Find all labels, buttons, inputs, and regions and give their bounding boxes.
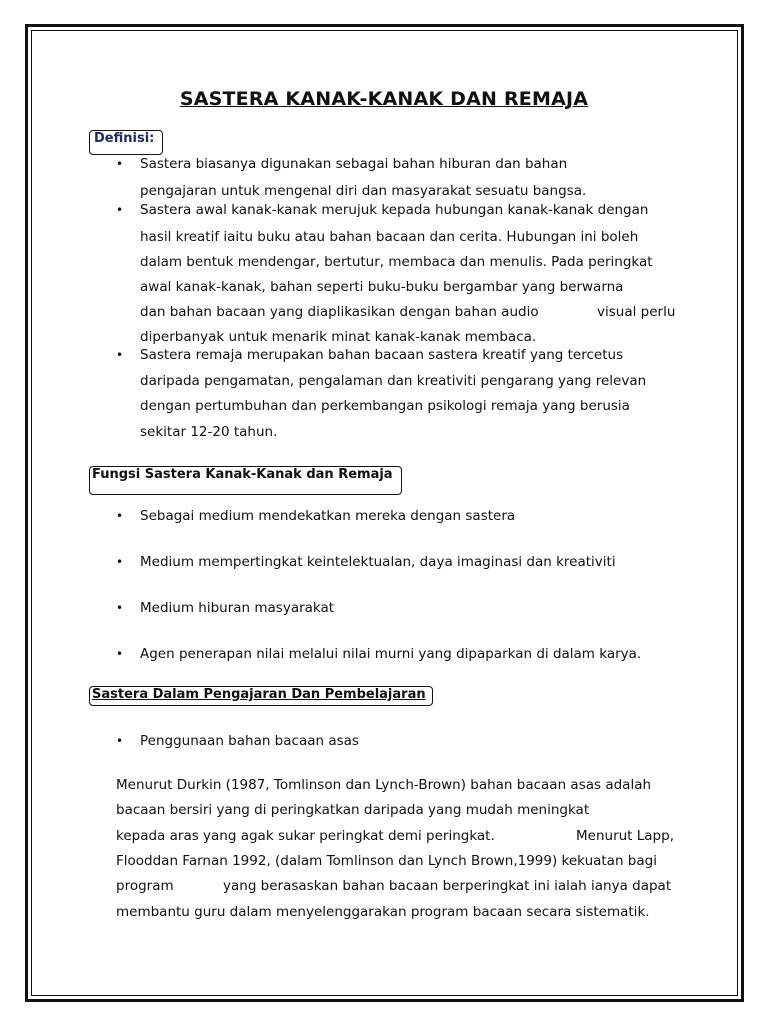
definisi-heading: Definisi: bbox=[89, 130, 163, 155]
pengajaran-para-line-1: Menurut Durkin (1987, Tomlinson dan Lynch-Brown) bahan bacaan asas adalah bbox=[116, 777, 652, 793]
definisi-item-3-line-2: daripada pengamatan, pengalaman dan kreativiti pengarang yang relevan bbox=[140, 373, 647, 389]
definisi-item-2-line-5b: visual perlu bbox=[597, 304, 676, 320]
definisi-item-2-line-2: hasil kreatif iaitu buku atau bahan bacaan dan cerita. Hubungan ini boleh bbox=[140, 229, 639, 245]
pengajaran-para-line-6: membantu guru dalam menyelenggarakan program bacaan secara sistematik. bbox=[116, 904, 650, 920]
definisi-item-2-line-4: awal kanak-kanak, bahan seperti buku-buku bergambar yang berwarna bbox=[140, 279, 624, 295]
bullet-icon: • bbox=[116, 647, 124, 661]
fungsi-item-2: Medium mempertingkat keintelektualan, daya imaginasi dan kreativiti bbox=[140, 554, 616, 570]
fungsi-item-1: Sebagai medium mendekatkan mereka dengan sastera bbox=[140, 508, 516, 524]
page-title: SASTERA KANAK-KANAK DAN REMAJA bbox=[179, 88, 589, 110]
fungsi-heading: Fungsi Sastera Kanak-Kanak dan Remaja bbox=[89, 466, 402, 495]
bullet-icon: • bbox=[116, 348, 124, 362]
definisi-item-2-line-1: Sastera awal kanak-kanak merujuk kepada hubungan kanak-kanak dengan bbox=[140, 202, 649, 218]
pengajaran-para-line-4: Flooddan Farnan 1992, (dalam Tomlinson dan Lynch Brown,1999) kekuatan bagi bbox=[116, 853, 657, 869]
bullet-icon: • bbox=[116, 734, 124, 748]
pengajaran-heading: Sastera Dalam Pengajaran Dan Pembelajaran bbox=[89, 686, 433, 706]
pengajaran-para-line-5b: yang berasaskan bahan bacaan berperingkat ini ialah ianya dapat bbox=[223, 878, 672, 894]
bullet-icon: • bbox=[116, 555, 124, 569]
definisi-item-2-line-6: diperbanyak untuk menarik minat kanak-kanak membaca. bbox=[140, 329, 537, 345]
definisi-item-3-line-4: sekitar 12-20 tahun. bbox=[140, 424, 278, 440]
fungsi-item-3: Medium hiburan masyarakat bbox=[140, 600, 335, 616]
bullet-icon: • bbox=[116, 157, 124, 171]
definisi-item-2-line-5: dan bahan bacaan yang diaplikasikan dengan bahan audio bbox=[140, 304, 539, 320]
pengajaran-para-line-2: bacaan bersiri yang di peringkatkan daripada yang mudah meningkat bbox=[116, 802, 590, 818]
definisi-item-2-line-3: dalam bentuk mendengar, bertutur, membaca dan menulis. Pada peringkat bbox=[140, 254, 653, 270]
pengajaran-bullet: Penggunaan bahan bacaan asas bbox=[140, 733, 359, 749]
definisi-item-3-line-1: Sastera remaja merupakan bahan bacaan sastera kreatif yang tercetus bbox=[140, 347, 624, 363]
bullet-icon: • bbox=[116, 203, 124, 217]
pengajaran-para-line-3b: Menurut Lapp, bbox=[576, 828, 674, 844]
pengajaran-para-line-5a: program bbox=[116, 878, 174, 894]
definisi-item-1-line-1: Sastera biasanya digunakan sebagai bahan hiburan dan bahan bbox=[140, 156, 568, 172]
definisi-item-3-line-3: dengan pertumbuhan dan perkembangan psikologi remaja yang berusia bbox=[140, 398, 630, 414]
bullet-icon: • bbox=[116, 509, 124, 523]
definisi-item-1-line-2: pengajaran untuk mengenal diri dan masyarakat sesuatu bangsa. bbox=[140, 183, 587, 199]
bullet-icon: • bbox=[116, 601, 124, 615]
pengajaran-para-line-3a: kepada aras yang agak sukar peringkat demi peringkat. bbox=[116, 828, 495, 844]
fungsi-item-4: Agen penerapan nilai melalui nilai murni yang dipaparkan di dalam karya. bbox=[140, 646, 642, 662]
